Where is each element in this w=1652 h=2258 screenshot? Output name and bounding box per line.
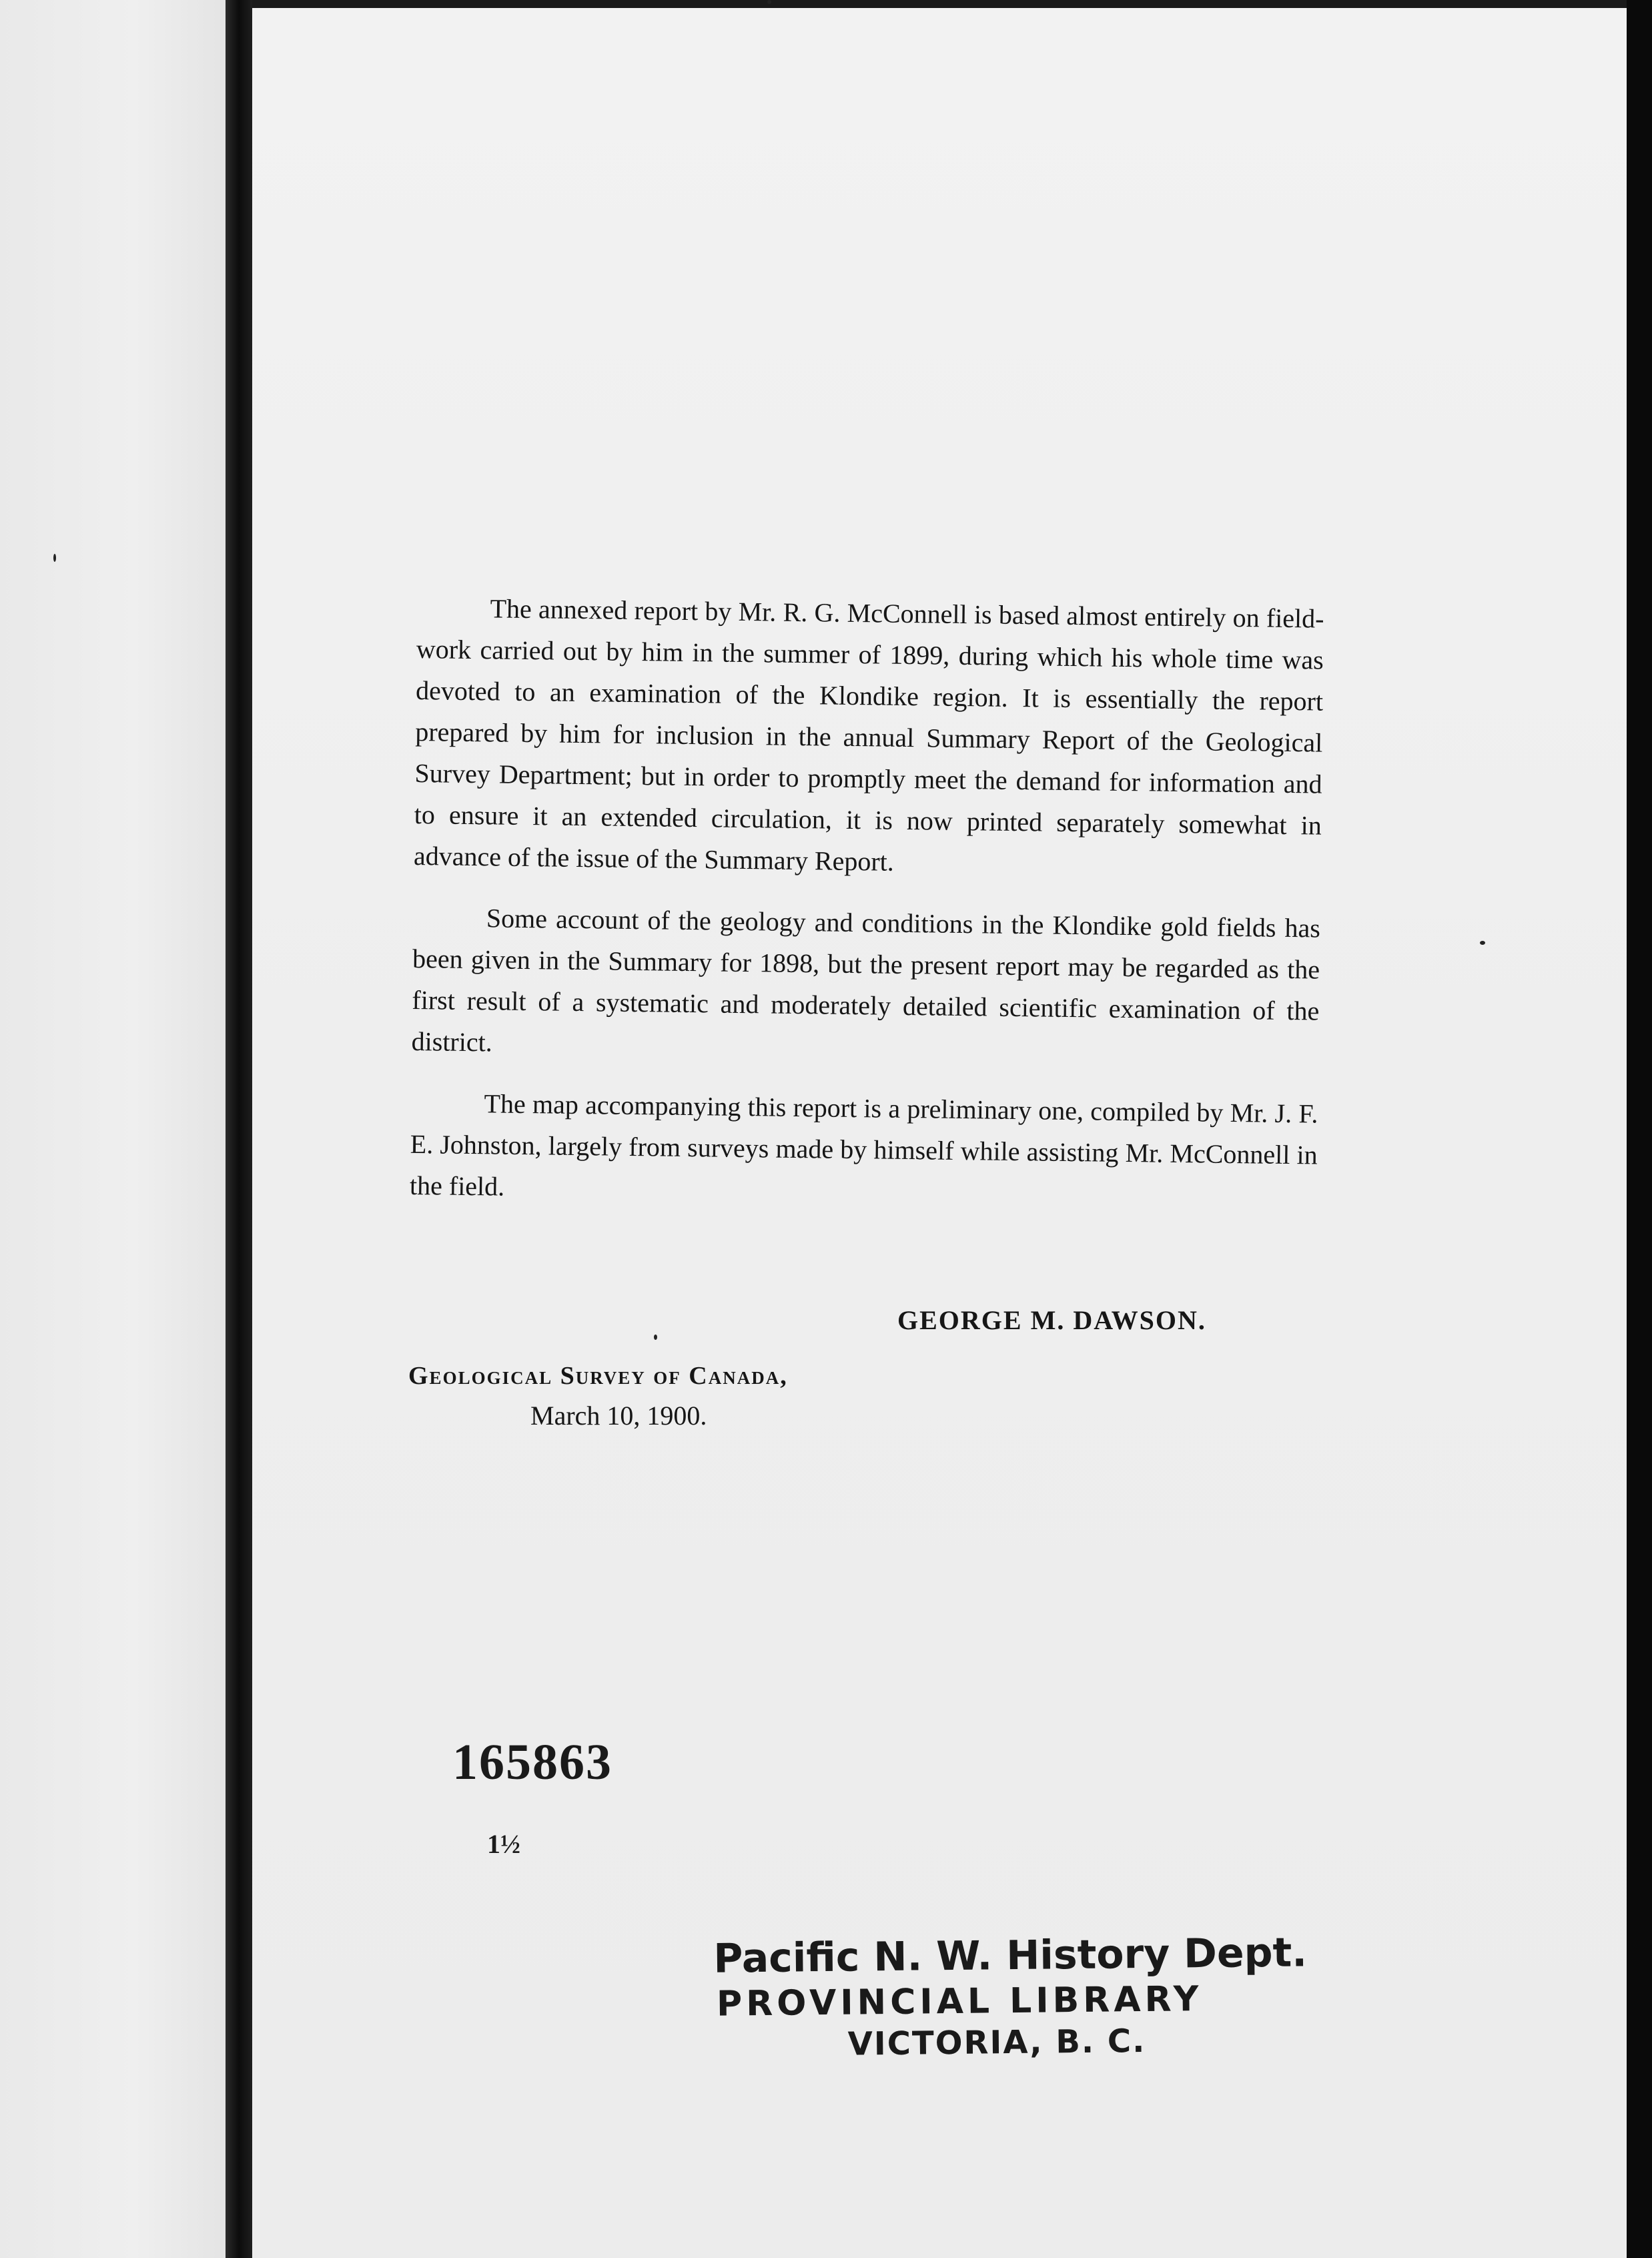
shelf-fraction: 1½ <box>487 1829 520 1859</box>
accession-number: 165863 <box>452 1734 612 1790</box>
scan-speck <box>767 0 771 4</box>
stamp-line-1: Pacific N. W. History Dept. <box>713 1929 1308 1982</box>
scan-speck <box>1480 941 1485 945</box>
page-top-edge <box>252 0 1627 8</box>
library-stamp <box>713 1928 1315 2065</box>
preface-text <box>409 587 1324 1238</box>
page-right-edge <box>1627 0 1652 2258</box>
scan-speck <box>53 554 56 562</box>
adjacent-page-left <box>0 0 226 2258</box>
stamp-line-2: PROVINCIAL LIBRARY <box>716 1979 1203 2024</box>
book-gutter <box>226 0 252 2258</box>
paragraph-3: The map accompanying this report is a preliminary one, compiled by Mr. J. F. E. Johnston, largely from surveys made by himself while assisting Mr. McConnell in the field. <box>409 1088 1318 1202</box>
signature: GEORGE M. DAWSON. <box>897 1305 1206 1335</box>
paragraph-2: Some account of the geology and conditions in the Klondike gold fields has been given in the Summary for 1898, but the present report may be regarded as the first result of a systematic and moderately detailed scientific examination of the district. <box>411 903 1321 1058</box>
paragraph-1: The annexed report by Mr. R. G. McConnell is based almost entirely on field-work carried out by him in the summer of 1899, during which his whole time was devoted to an examination of the Klondike region. It is essentially the report prepared by him for inclusion in the annual Summary Report of the Geological Survey Department; but in order to promptly meet the demand for information and to ensure it an extended circulation, it is now printed separately somewhat in advance of the issue of the Summary Report. <box>413 593 1324 877</box>
organization: Geological Survey of Canada, <box>408 1362 788 1390</box>
stamp-line-3: VICTORIA, B. C. <box>847 2022 1146 2063</box>
scan-speck <box>654 1335 657 1340</box>
date: March 10, 1900. <box>530 1401 707 1431</box>
